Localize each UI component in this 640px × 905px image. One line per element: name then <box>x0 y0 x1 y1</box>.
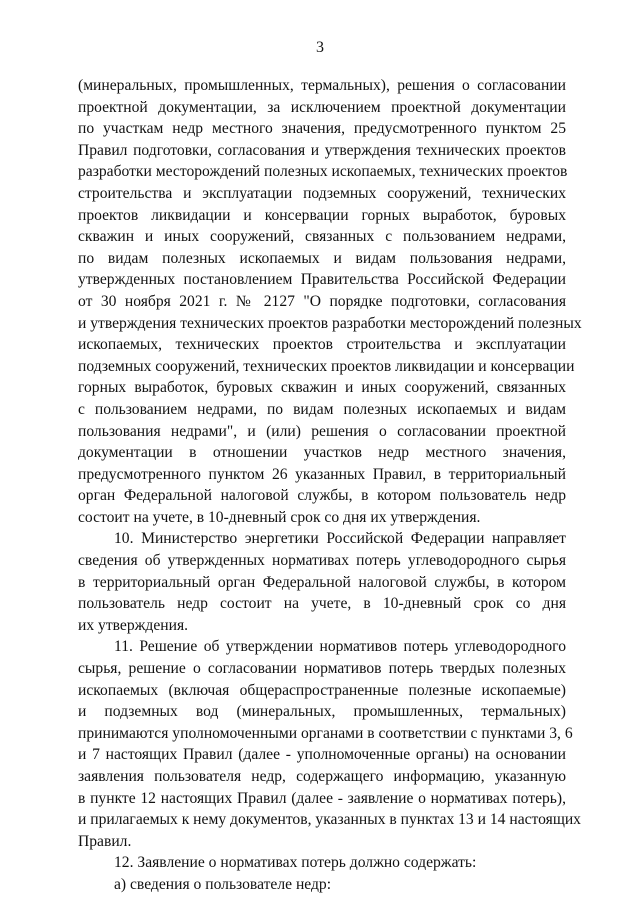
text-line: Правил подготовки, согласования и утверждения технических проектов <box>78 141 566 159</box>
text-line: заявления пользователя недр, содержащего информацию, указанную <box>78 768 566 785</box>
text-line: документации в отношении участков недр местного значения, <box>78 444 566 462</box>
page-number: 3 <box>316 39 324 56</box>
text-line: предусмотренного пунктом 26 указанных Правил, в территориальный <box>78 465 566 483</box>
text-line: их утверждения. <box>78 616 189 634</box>
text-line: разработки месторождений полезных ископаемых, технических проектов <box>78 163 568 181</box>
text-line: строительства и эксплуатации подземных сооружений, технических <box>78 184 566 202</box>
text-line: с пользованием недрами, по видам полезных ископаемых и видам <box>78 400 566 418</box>
text-line: сырья, решение о согласовании нормативов потерь твердых полезных <box>78 660 566 678</box>
text-line: и 7 настоящих Правил (далее - уполномоченные органы) на основании <box>78 746 566 764</box>
text-line: и подземных вод (минеральных, промышленных, термальных) <box>78 703 566 721</box>
text-line: от 30 ноября 2021 г. № 2127 "О порядке подготовки, согласования <box>78 292 566 310</box>
text-line: проектной документации, за исключением проектной документации <box>78 98 566 116</box>
subparagraph-a-line: а) сведения о пользователе недр: <box>114 875 332 893</box>
text-line: состоит на учете, в 10-дневный срок со дня их утверждения. <box>78 508 481 526</box>
text-line: (минеральных, промышленных, термальных), решения о согласовании <box>78 77 566 94</box>
text-line: ископаемых, технических проектов строительства и эксплуатации <box>78 336 566 354</box>
text-line: в пункте 12 настоящих Правил (далее - заявление о нормативах потерь), <box>78 789 566 807</box>
text-line: сведения об утвержденных нормативах потерь углеводородного сырья <box>78 552 566 570</box>
paragraph-12-line: 12. Заявление о нормативах потерь должно содержать: <box>114 854 477 872</box>
text-line: по видам полезных ископаемых и видам пользования недрами, <box>78 249 566 267</box>
text-line: по участкам недр местного значения, предусмотренного пунктом 25 <box>78 120 566 138</box>
text-line: принимаются уполномоченными органами в соответствии с пунктами 3, 6 <box>78 724 573 742</box>
text-line: проектов ликвидации и консервации горных выработок, буровых <box>78 206 566 224</box>
text-line: скважин и иных сооружений, связанных с пользованием недрами, <box>78 228 566 246</box>
text-line: пользователь недр состоит на учете, в 10-дневный срок со дня <box>78 595 566 613</box>
body-text <box>78 75 582 896</box>
text-line: утвержденных постановлением Правительства Российской Федерации <box>78 271 566 289</box>
text-line: Правил. <box>78 832 132 850</box>
text-line: и прилагаемых к нему документов, указанных в пунктах 13 и 14 настоящих <box>78 811 581 829</box>
text-line: орган Федеральной налоговой службы, в котором пользователь недр <box>78 487 566 505</box>
paragraph-11-line: 11. Решение об утверждении нормативов потерь углеводородного <box>114 638 566 656</box>
text-line: и утверждения технических проектов разработки месторождений полезных <box>78 314 582 332</box>
text-line: ископаемых (включая общераспространенные полезные ископаемые) <box>78 681 566 699</box>
paragraph-10-line: 10. Министерство энергетики Российской Федерации направляет <box>114 530 566 548</box>
text-line: в территориальный орган Федеральной налоговой службы, в котором <box>78 573 566 591</box>
text-line: подземных сооружений, технических проектов ликвидации и консервации <box>78 357 575 375</box>
text-line: горных выработок, буровых скважин и иных сооружений, связанных <box>78 379 566 397</box>
text-line: пользования недрами", и (или) решения о согласовании проектной <box>78 422 566 440</box>
